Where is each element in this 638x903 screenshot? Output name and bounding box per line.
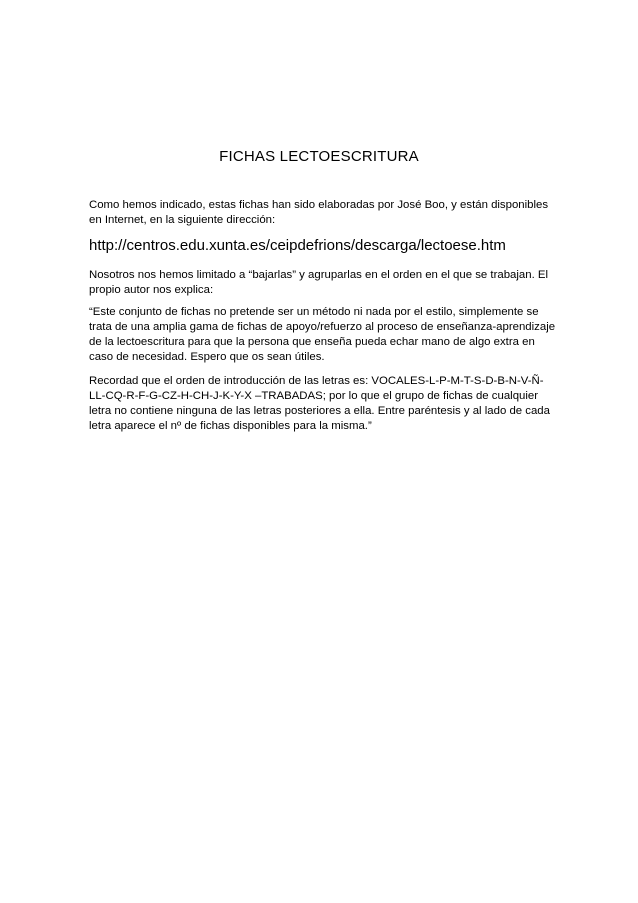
letter-order-paragraph: Recordad que el orden de introducción de las letras es: VOCALES-L-P-M-T-S-D-B-N-V-Ñ-LL-CQ-R-F-G-CZ-H-CH-J-K-Y-X –TRABADAS; por lo que el grupo de fichas de cualquier letra no contiene ninguna de las letras posteriores a ella. Entre paréntesis y al lado de cada letra aparece el nº de fichas disponibles para la misma.” (89, 375, 550, 432)
intro-paragraph: Como hemos indicado, estas fichas han sido elaboradas por José Boo, y están disponibles en Internet, en la siguiente dirección: (89, 199, 549, 226)
document-title: FICHAS LECTOESCRITURA (219, 148, 419, 165)
author-quote-paragraph: “Este conjunto de fichas no pretende ser un método ni nada por el estilo, simplemente se trata de una amplia gama de fichas de apoyo/refuerzo al proceso de enseñanza-aprendizaje de la lectoescritura para que la persona que enseña pueda echar mano de algo extra en caso de necesidad. Espero que os sean útiles. (89, 306, 556, 363)
explanation-paragraph: Nosotros nos hemos limitado a “bajarlas” y agruparlas en el orden en el que se trabajan. El propio autor nos explica: (89, 269, 549, 296)
source-url-link[interactable]: http://centros.edu.xunta.es/ceipdefrions/descarga/lectoese.htm (89, 237, 506, 254)
